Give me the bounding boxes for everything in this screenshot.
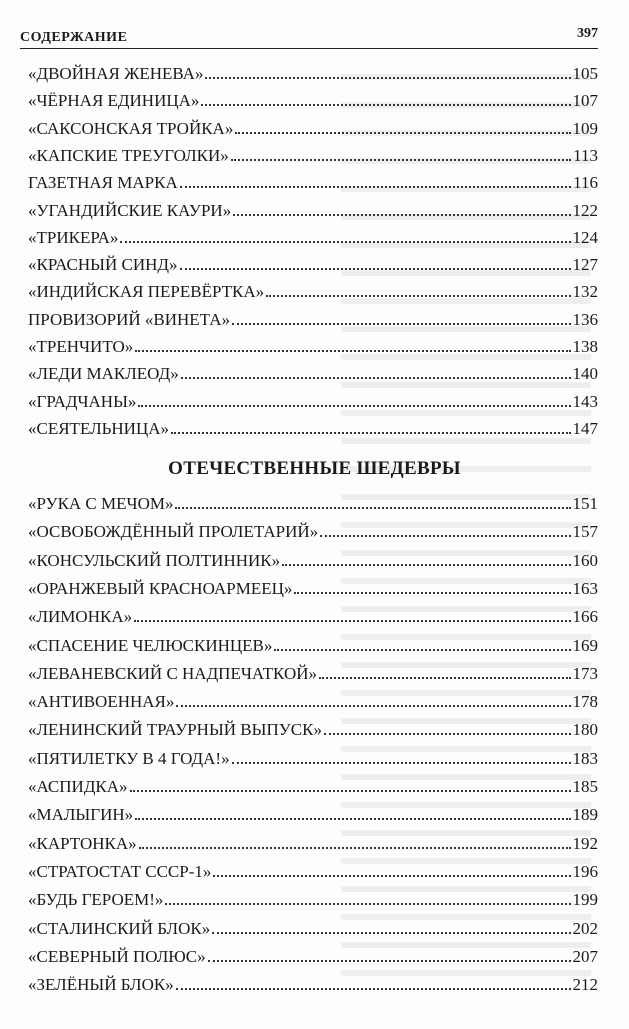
toc-entry xyxy=(28,115,598,139)
toc-entry-title: «САКСОНСКАЯ ТРОЙКА» xyxy=(28,118,234,138)
toc-entry xyxy=(28,801,598,825)
toc-entry-page: 124 xyxy=(572,227,598,247)
dot-leader xyxy=(165,903,570,905)
toc-entry xyxy=(28,830,598,854)
dot-leader xyxy=(180,268,571,270)
dot-leader xyxy=(208,960,571,962)
toc-entry-page: 199 xyxy=(572,890,598,910)
dot-leader xyxy=(319,677,570,679)
dot-leader xyxy=(201,104,570,106)
toc-entry-title: «КАПСКИЕ ТРЕУГОЛКИ» xyxy=(28,145,229,165)
toc-entry-title: «СТРАТОСТАТ СССР-1» xyxy=(28,861,212,881)
toc-entry-title: «БУДЬ ГЕРОЕМ!» xyxy=(28,890,164,910)
dot-leader xyxy=(232,323,571,325)
toc-entry-title: «СЕЯТЕЛЬНИЦА» xyxy=(28,418,170,438)
toc-entry-title: «АНТИВОЕННАЯ» xyxy=(28,692,175,712)
toc-entry-page: 169 xyxy=(572,635,598,655)
toc-entry-title: «ГРАДЧАНЫ» xyxy=(28,391,137,411)
dot-leader xyxy=(266,295,570,297)
toc-entry-title: «ТРЕНЧИТО» xyxy=(28,337,134,356)
dot-leader xyxy=(232,762,571,764)
dot-leader xyxy=(181,377,571,379)
toc-entry-title: «МАЛЫГИН» xyxy=(28,805,134,825)
toc-entry xyxy=(28,60,598,84)
toc-entry xyxy=(28,388,598,412)
toc-entry xyxy=(28,224,598,248)
toc-entry-title: «КРАСНЫЙ СИНД» xyxy=(28,255,178,275)
toc-entry xyxy=(28,716,598,740)
dot-leader xyxy=(176,988,571,990)
toc-entry-title: «СЕВЕРНЫЙ ПОЛЮС» xyxy=(28,946,206,966)
toc-entry xyxy=(28,251,598,275)
toc-entry xyxy=(28,547,598,571)
toc-entry-title: «ЛЕДИ МАКЛЕОД» xyxy=(28,364,179,384)
toc-entry-page: 157 xyxy=(572,522,598,542)
toc-entry xyxy=(28,278,598,302)
dot-leader xyxy=(135,818,570,820)
toc-entry-page: 109 xyxy=(572,118,598,138)
toc-entry-page: 113 xyxy=(573,145,598,165)
toc-entry-title: ПРОВИЗОРИЙ «ВИНЕТА» xyxy=(28,309,230,329)
page-number: 397 xyxy=(577,26,598,41)
toc-entry xyxy=(28,632,598,656)
toc-entry-title: «СТАЛИНСКИЙ БЛОК» xyxy=(28,918,211,938)
dot-leader xyxy=(212,932,570,934)
toc-entry-title: «ЛЕНИНСКИЙ ТРАУРНЫЙ ВЫПУСК» xyxy=(28,720,322,740)
toc-entry xyxy=(28,575,598,599)
toc-entry-title: «ЛИМОНКА» xyxy=(28,607,133,627)
dot-leader xyxy=(320,535,570,537)
toc-entry-page: 196 xyxy=(572,861,598,881)
toc-entry-page: 192 xyxy=(572,833,598,853)
toc-entry-title: ГАЗЕТНАЯ МАРКА xyxy=(28,173,178,193)
dot-leader xyxy=(135,350,570,352)
toc-entry xyxy=(28,858,598,882)
toc-entry-title: «ЗЕЛЁНЫЙ БЛОК» xyxy=(28,975,174,995)
toc-entry-title: «СПАСЕНИЕ ЧЕЛЮСКИНЦЕВ» xyxy=(28,635,273,655)
toc-entry-page: 151 xyxy=(572,494,598,513)
dot-leader xyxy=(274,649,570,651)
dot-leader xyxy=(175,507,570,509)
dot-leader xyxy=(176,705,570,707)
toc-entry-title: «ЧЁРНАЯ ЕДИНИЦА» xyxy=(28,91,200,111)
toc-entry xyxy=(28,415,598,439)
toc-entry-page: 166 xyxy=(572,607,598,627)
toc-entry-page: 147 xyxy=(572,418,598,438)
dot-leader xyxy=(139,847,571,849)
toc-entry-page: 178 xyxy=(572,692,598,712)
dot-leader xyxy=(180,186,571,188)
toc-entry xyxy=(28,773,598,797)
dot-leader xyxy=(130,790,571,792)
toc-entry xyxy=(28,518,598,542)
toc-entry-title: «АСПИДКА» xyxy=(28,777,128,796)
toc-entry-page: 173 xyxy=(572,663,598,683)
toc-entry-page: 105 xyxy=(572,64,598,83)
toc-entry-page: 185 xyxy=(572,777,598,796)
dot-leader xyxy=(235,132,570,134)
toc-entry-title: «ДВОЙНАЯ ЖЕНЕВА» xyxy=(28,64,204,83)
toc-entry-title: «ЛЕВАНЕВСКИЙ С НАДПЕЧАТКОЙ» xyxy=(28,663,318,683)
dot-leader xyxy=(213,875,570,877)
toc-entry-page: 143 xyxy=(572,391,598,411)
toc-entry-page: 202 xyxy=(572,918,598,938)
toc-entry xyxy=(28,971,598,995)
toc-entry-title: «КОНСУЛЬСКИЙ ПОЛТИННИК» xyxy=(28,550,281,570)
section-heading: ОТЕЧЕСТВЕННЫЕ ШЕДЕВРЫ xyxy=(168,458,461,479)
toc-entry xyxy=(28,169,598,193)
toc-entry-page: 180 xyxy=(572,720,598,740)
toc-entry-page: 138 xyxy=(572,337,598,356)
toc-entry-page: 140 xyxy=(572,364,598,384)
dot-leader xyxy=(231,159,571,161)
toc-entry-title: «ОРАНЖЕВЫЙ КРАСНОАРМЕЕЦ» xyxy=(28,578,293,598)
toc-entry xyxy=(28,142,598,166)
toc-entry-title: «ПЯТИЛЕТКУ В 4 ГОДА!» xyxy=(28,748,230,768)
toc-entry-page: 212 xyxy=(572,975,598,995)
toc-entry-title: «ИНДИЙСКАЯ ПЕРЕВЁРТКА» xyxy=(28,282,265,302)
toc-entry-page: 183 xyxy=(572,748,598,768)
running-head-title: СОДЕРЖАНИЕ xyxy=(20,30,128,45)
dot-leader xyxy=(205,77,570,79)
toc-entry-page: 189 xyxy=(572,805,598,825)
toc-entry xyxy=(28,688,598,712)
toc-entry xyxy=(28,306,598,330)
toc-entry-title: «КАРТОНКА» xyxy=(28,833,137,853)
dot-leader xyxy=(171,432,570,434)
toc-entry-page: 116 xyxy=(573,173,598,193)
dot-leader xyxy=(134,620,570,622)
toc-entry-title: «ТРИКЕРА» xyxy=(28,227,119,247)
running-head xyxy=(20,28,598,49)
toc-entry-page: 107 xyxy=(572,91,598,111)
toc-entry xyxy=(28,333,598,357)
toc-entry xyxy=(28,603,598,627)
dot-leader xyxy=(233,214,570,216)
dot-leader xyxy=(282,564,570,566)
toc-entry-page: 163 xyxy=(572,578,598,598)
toc-entry xyxy=(28,360,598,384)
toc-entry xyxy=(28,660,598,684)
toc-entry xyxy=(28,87,598,111)
toc-entry-page: 136 xyxy=(572,309,598,329)
toc-entry-page: 160 xyxy=(572,550,598,570)
toc-entry xyxy=(28,886,598,910)
dot-leader xyxy=(324,733,571,735)
dot-leader xyxy=(294,592,570,594)
toc-entry xyxy=(28,197,598,221)
toc-entry-page: 127 xyxy=(572,255,598,275)
toc-entry-page: 207 xyxy=(572,946,598,966)
toc-entry xyxy=(28,943,598,967)
toc-entry-page: 122 xyxy=(572,200,598,220)
toc-entry-title: «УГАНДИЙСКИЕ КАУРИ» xyxy=(28,200,232,220)
toc-entry-page: 132 xyxy=(572,282,598,302)
toc-entry xyxy=(28,915,598,939)
dot-leader xyxy=(120,241,570,243)
toc-entry-title: «ОСВОБОЖДЁННЫЙ ПРОЛЕТАРИЙ» xyxy=(28,522,319,542)
toc-entry xyxy=(28,490,598,514)
toc-entry-title: «РУКА С МЕЧОМ» xyxy=(28,494,174,513)
dot-leader xyxy=(138,405,570,407)
toc-entry xyxy=(28,745,598,769)
